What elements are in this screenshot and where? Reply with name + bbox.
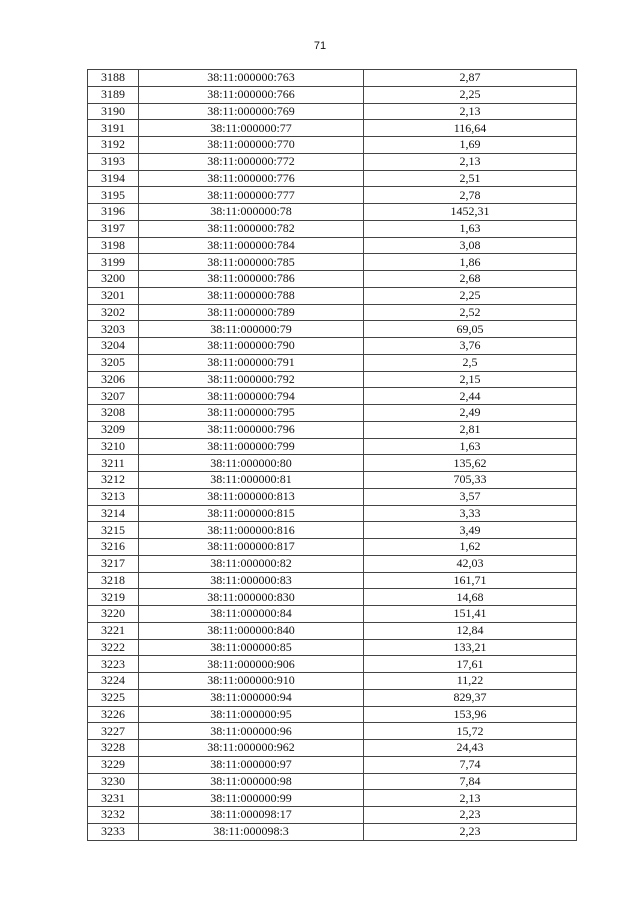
row-number-cell: 3231 <box>88 790 139 807</box>
row-number-cell: 3216 <box>88 539 139 556</box>
value-cell: 17,61 <box>364 656 577 673</box>
table-row <box>88 287 577 304</box>
value-cell: 3,76 <box>364 338 577 355</box>
cadastral-number-cell: 38:11:000000:98 <box>139 773 364 790</box>
table-row <box>88 421 577 438</box>
row-number-cell: 3227 <box>88 723 139 740</box>
value-cell: 829,37 <box>364 689 577 706</box>
registry-table <box>87 69 577 841</box>
cadastral-number-cell: 38:11:000000:770 <box>139 137 364 154</box>
row-number-cell: 3230 <box>88 773 139 790</box>
cadastral-number-cell: 38:11:000000:77 <box>139 120 364 137</box>
cadastral-number-cell: 38:11:000000:813 <box>139 488 364 505</box>
cadastral-number-cell: 38:11:000000:830 <box>139 589 364 606</box>
table-row <box>88 405 577 422</box>
row-number-cell: 3221 <box>88 622 139 639</box>
table-row <box>88 204 577 221</box>
value-cell: 2,87 <box>364 70 577 87</box>
row-number-cell: 3232 <box>88 807 139 824</box>
table-row <box>88 137 577 154</box>
value-cell: 3,33 <box>364 505 577 522</box>
cadastral-number-cell: 38:11:000000:794 <box>139 388 364 405</box>
cadastral-number-cell: 38:11:000000:788 <box>139 287 364 304</box>
value-cell: 2,44 <box>364 388 577 405</box>
table-row <box>88 354 577 371</box>
table-row <box>88 304 577 321</box>
row-number-cell: 3207 <box>88 388 139 405</box>
table-row <box>88 773 577 790</box>
cadastral-number-cell: 38:11:000000:795 <box>139 405 364 422</box>
table-row <box>88 254 577 271</box>
cadastral-number-cell: 38:11:000000:79 <box>139 321 364 338</box>
table-row <box>88 555 577 572</box>
row-number-cell: 3225 <box>88 689 139 706</box>
cadastral-number-cell: 38:11:000000:790 <box>139 338 364 355</box>
row-number-cell: 3219 <box>88 589 139 606</box>
value-cell: 15,72 <box>364 723 577 740</box>
cadastral-number-cell: 38:11:000000:791 <box>139 354 364 371</box>
table-row <box>88 220 577 237</box>
table-row <box>88 756 577 773</box>
cadastral-number-cell: 38:11:000000:799 <box>139 438 364 455</box>
value-cell: 2,23 <box>364 807 577 824</box>
table-row <box>88 606 577 623</box>
cadastral-number-cell: 38:11:000000:777 <box>139 187 364 204</box>
cadastral-number-cell: 38:11:000000:83 <box>139 572 364 589</box>
value-cell: 2,13 <box>364 153 577 170</box>
value-cell: 705,33 <box>364 472 577 489</box>
table-row <box>88 271 577 288</box>
cadastral-number-cell: 38:11:000000:96 <box>139 723 364 740</box>
cadastral-number-cell: 38:11:000000:78 <box>139 204 364 221</box>
row-number-cell: 3202 <box>88 304 139 321</box>
table-row <box>88 338 577 355</box>
cadastral-number-cell: 38:11:000000:94 <box>139 689 364 706</box>
table-row <box>88 656 577 673</box>
row-number-cell: 3200 <box>88 271 139 288</box>
value-cell: 1,62 <box>364 539 577 556</box>
row-number-cell: 3211 <box>88 455 139 472</box>
table-row <box>88 388 577 405</box>
cadastral-number-cell: 38:11:000098:3 <box>139 823 364 840</box>
row-number-cell: 3204 <box>88 338 139 355</box>
value-cell: 3,57 <box>364 488 577 505</box>
cadastral-number-cell: 38:11:000000:766 <box>139 86 364 103</box>
row-number-cell: 3201 <box>88 287 139 304</box>
value-cell: 7,84 <box>364 773 577 790</box>
value-cell: 2,68 <box>364 271 577 288</box>
row-number-cell: 3192 <box>88 137 139 154</box>
cadastral-number-cell: 38:11:000000:769 <box>139 103 364 120</box>
table-row <box>88 673 577 690</box>
row-number-cell: 3188 <box>88 70 139 87</box>
value-cell: 2,78 <box>364 187 577 204</box>
value-cell: 2,13 <box>364 790 577 807</box>
value-cell: 2,81 <box>364 421 577 438</box>
cadastral-number-cell: 38:11:000000:962 <box>139 740 364 757</box>
cadastral-number-cell: 38:11:000000:776 <box>139 170 364 187</box>
cadastral-number-cell: 38:11:000000:782 <box>139 220 364 237</box>
value-cell: 2,13 <box>364 103 577 120</box>
row-number-cell: 3215 <box>88 522 139 539</box>
cadastral-number-cell: 38:11:000000:763 <box>139 70 364 87</box>
cadastral-number-cell: 38:11:000000:906 <box>139 656 364 673</box>
value-cell: 2,25 <box>364 287 577 304</box>
table-row <box>88 321 577 338</box>
cadastral-number-cell: 38:11:000000:772 <box>139 153 364 170</box>
table-row <box>88 790 577 807</box>
cadastral-number-cell: 38:11:000000:97 <box>139 756 364 773</box>
row-number-cell: 3212 <box>88 472 139 489</box>
row-number-cell: 3199 <box>88 254 139 271</box>
table-row <box>88 472 577 489</box>
value-cell: 3,49 <box>364 522 577 539</box>
row-number-cell: 3213 <box>88 488 139 505</box>
cadastral-number-cell: 38:11:000000:82 <box>139 555 364 572</box>
table-row <box>88 723 577 740</box>
value-cell: 3,08 <box>364 237 577 254</box>
row-number-cell: 3195 <box>88 187 139 204</box>
value-cell: 1,69 <box>364 137 577 154</box>
table-row <box>88 237 577 254</box>
page-number: 71 <box>313 40 327 52</box>
value-cell: 2,15 <box>364 371 577 388</box>
row-number-cell: 3228 <box>88 740 139 757</box>
cadastral-number-cell: 38:11:000000:85 <box>139 639 364 656</box>
row-number-cell: 3214 <box>88 505 139 522</box>
table-row <box>88 589 577 606</box>
row-number-cell: 3196 <box>88 204 139 221</box>
row-number-cell: 3220 <box>88 606 139 623</box>
table-row <box>88 807 577 824</box>
value-cell: 135,62 <box>364 455 577 472</box>
row-number-cell: 3210 <box>88 438 139 455</box>
value-cell: 2,49 <box>364 405 577 422</box>
value-cell: 1452,31 <box>364 204 577 221</box>
value-cell: 7,74 <box>364 756 577 773</box>
row-number-cell: 3197 <box>88 220 139 237</box>
value-cell: 151,41 <box>364 606 577 623</box>
table-row <box>88 706 577 723</box>
cadastral-number-cell: 38:11:000000:840 <box>139 622 364 639</box>
table-row <box>88 153 577 170</box>
row-number-cell: 3205 <box>88 354 139 371</box>
cadastral-number-cell: 38:11:000098:17 <box>139 807 364 824</box>
row-number-cell: 3198 <box>88 237 139 254</box>
registry-table-body <box>88 70 577 841</box>
value-cell: 2,25 <box>364 86 577 103</box>
table-row <box>88 689 577 706</box>
row-number-cell: 3223 <box>88 656 139 673</box>
table-row <box>88 103 577 120</box>
row-number-cell: 3217 <box>88 555 139 572</box>
cadastral-number-cell: 38:11:000000:84 <box>139 606 364 623</box>
cadastral-number-cell: 38:11:000000:789 <box>139 304 364 321</box>
row-number-cell: 3191 <box>88 120 139 137</box>
row-number-cell: 3190 <box>88 103 139 120</box>
cadastral-number-cell: 38:11:000000:815 <box>139 505 364 522</box>
table-row <box>88 539 577 556</box>
table-row <box>88 572 577 589</box>
value-cell: 14,68 <box>364 589 577 606</box>
cadastral-number-cell: 38:11:000000:816 <box>139 522 364 539</box>
row-number-cell: 3218 <box>88 572 139 589</box>
table-row <box>88 488 577 505</box>
table-row <box>88 823 577 840</box>
cadastral-number-cell: 38:11:000000:786 <box>139 271 364 288</box>
value-cell: 42,03 <box>364 555 577 572</box>
table-row <box>88 455 577 472</box>
value-cell: 133,21 <box>364 639 577 656</box>
value-cell: 2,23 <box>364 823 577 840</box>
value-cell: 153,96 <box>364 706 577 723</box>
row-number-cell: 3203 <box>88 321 139 338</box>
table-row <box>88 120 577 137</box>
row-number-cell: 3233 <box>88 823 139 840</box>
row-number-cell: 3229 <box>88 756 139 773</box>
value-cell: 116,64 <box>364 120 577 137</box>
cadastral-number-cell: 38:11:000000:81 <box>139 472 364 489</box>
value-cell: 1,63 <box>364 438 577 455</box>
cadastral-number-cell: 38:11:000000:796 <box>139 421 364 438</box>
table-row <box>88 522 577 539</box>
value-cell: 12,84 <box>364 622 577 639</box>
table-row <box>88 371 577 388</box>
value-cell: 161,71 <box>364 572 577 589</box>
table-row <box>88 622 577 639</box>
row-number-cell: 3208 <box>88 405 139 422</box>
cadastral-number-cell: 38:11:000000:910 <box>139 673 364 690</box>
row-number-cell: 3209 <box>88 421 139 438</box>
value-cell: 2,52 <box>364 304 577 321</box>
table-row <box>88 170 577 187</box>
row-number-cell: 3206 <box>88 371 139 388</box>
row-number-cell: 3194 <box>88 170 139 187</box>
cadastral-number-cell: 38:11:000000:95 <box>139 706 364 723</box>
cadastral-number-cell: 38:11:000000:99 <box>139 790 364 807</box>
cadastral-number-cell: 38:11:000000:792 <box>139 371 364 388</box>
table-row <box>88 639 577 656</box>
row-number-cell: 3226 <box>88 706 139 723</box>
value-cell: 2,5 <box>364 354 577 371</box>
cadastral-number-cell: 38:11:000000:80 <box>139 455 364 472</box>
cadastral-number-cell: 38:11:000000:784 <box>139 237 364 254</box>
value-cell: 24,43 <box>364 740 577 757</box>
table-row <box>88 187 577 204</box>
table-row <box>88 505 577 522</box>
value-cell: 1,63 <box>364 220 577 237</box>
row-number-cell: 3193 <box>88 153 139 170</box>
row-number-cell: 3224 <box>88 673 139 690</box>
table-row <box>88 86 577 103</box>
cadastral-number-cell: 38:11:000000:817 <box>139 539 364 556</box>
value-cell: 2,51 <box>364 170 577 187</box>
cadastral-number-cell: 38:11:000000:785 <box>139 254 364 271</box>
table-row <box>88 70 577 87</box>
row-number-cell: 3222 <box>88 639 139 656</box>
row-number-cell: 3189 <box>88 86 139 103</box>
value-cell: 1,86 <box>364 254 577 271</box>
value-cell: 11,22 <box>364 673 577 690</box>
table-row <box>88 438 577 455</box>
table-row <box>88 740 577 757</box>
value-cell: 69,05 <box>364 321 577 338</box>
